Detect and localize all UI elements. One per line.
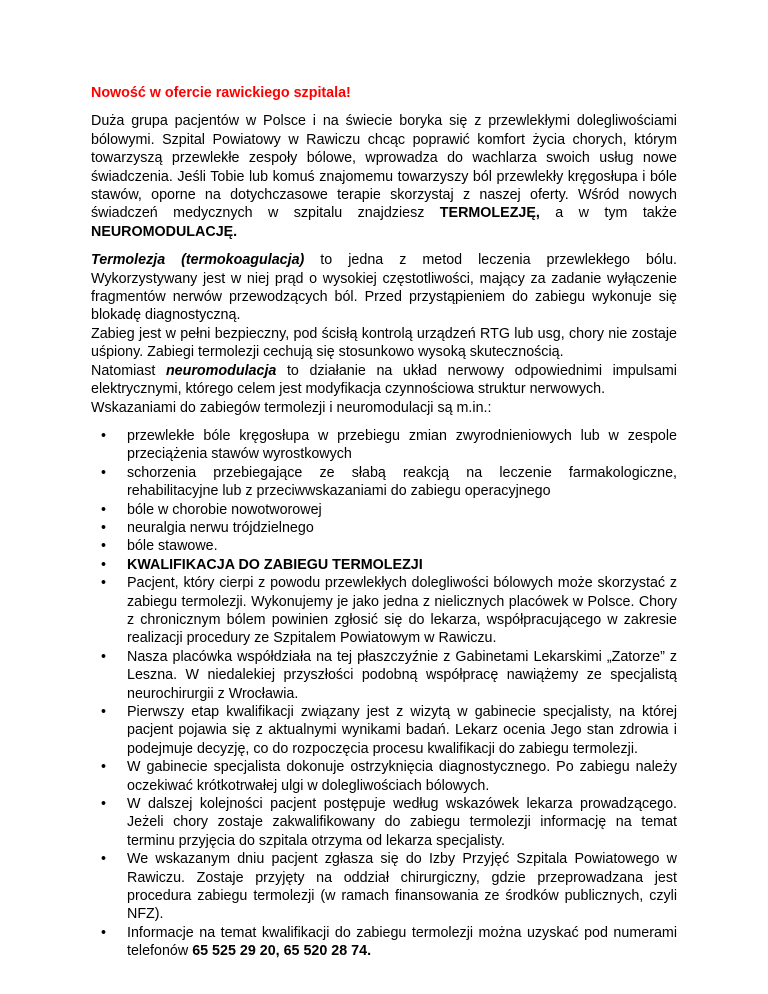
headline: Nowość w ofercie rawickiego szpitala! (91, 85, 351, 101)
indications-list (91, 427, 677, 961)
nm-prefix: Natomiast (91, 362, 166, 379)
list-item-text: Pierwszy etap kwalifikacji związany jest z wizytą w gabinecie specjalisty, na której pacjent pojawia się z aktualnymi wynikami badań. Lekarz ocenia Jego stan zdrowia i podejmuje decyzję, co do rozpoczęcia procesu kwalifikacji do zabiegu termolezji. (127, 704, 677, 757)
list-item (91, 758, 677, 795)
list-item-text: bóle stawowe. (127, 538, 218, 555)
bullet-icon: • (101, 538, 107, 555)
bullet-icon: • (101, 519, 107, 536)
list-item-text: Nasza placówka współdziała na tej płaszczyźnie z Gabinetami Lekarskimi „Zatorze” z Leszna. W niedalekiej przyszłości podobną współpracę nawiążemy ze specjalistą neurochirurgii z Wrocławia. (127, 648, 677, 702)
intro-paragraph (91, 112, 677, 241)
bullet-icon: • (101, 704, 107, 720)
bullet-icon: • (101, 501, 107, 518)
definition-paragraph (91, 251, 677, 325)
list-item (91, 501, 677, 519)
list-item-text: Pacjent, który cierpi z powodu przewlekłych dolegliwości bólowych może skorzystać z zabiegu termolezji. Wykonujemy je jako jedna z nielicznych placówek w Polsce. Chory z chronicznym bólem powinien zgłosić się do lekarza, współpracującego w zakresie realizacji procedury ze Szpitalem Powiatowym w Rawiczu. (127, 575, 677, 647)
list-item (91, 464, 677, 501)
bullet-icon: • (101, 924, 107, 941)
list-item-text: W gabinecie specjalista dokonuje ostrzyknięcia diagnostycznego. Po zabiegu należy oczekiwać krótkotrwałej ulgi w dolegliwościach bólowych. (127, 759, 677, 794)
list-item-text: neuralgia nerwu trójdzielnego (127, 519, 314, 536)
list-item-text: W dalszej kolejności pacjent postępuje według wskazówek lekarza prowadzącego. Jeżeli chory zostaje zakwalifikowany do zabiegu termolezji informację na temat terminu przyjęcia do szpitala otrzyma od lekarza specjalisty. (127, 796, 677, 849)
bullet-icon: • (101, 851, 107, 868)
list-item (91, 537, 677, 555)
contact-phones: 65 525 29 20, 65 520 28 74. (192, 943, 372, 960)
list-item (91, 648, 677, 703)
bullet-icon: • (101, 796, 107, 813)
term-neuromodulacja: neuromodulacja (165, 362, 277, 379)
list-item (91, 924, 677, 961)
list-item (91, 519, 677, 537)
bullet-icon: • (101, 575, 107, 592)
neuromodulation-paragraph (91, 362, 677, 399)
bullet-icon: • (101, 648, 107, 665)
list-item-text: We wskazanym dniu pacjent zgłasza się do Izby Przyjęć Szpitala Powiatowego w Rawiczu. Zostaje przyjęty na oddział chirurgiczny, gdzie przeprowadzana jest procedura zabiegu termolezji (w ramach finansowania ze środków publicznych, czyli NFZ). (127, 851, 677, 923)
list-item-text: bóle w chorobie nowotworowej (127, 501, 322, 518)
indications-line: Wskazaniami do zabiegów termolezji i neuromodulacji są m.in.: (91, 399, 492, 416)
intro-text: Duża grupa pacjentów w Polsce i na świecie boryka się z przewlekłymi dolegliwościami bólowymi. Szpital Powiatowy w Rawiczu chcąc poprawić komfort życia chorych, którym towarzyszą przewlekłe zespoły bólowe, wprowadza do wachlarza swoich usług nowe świadczenia. Jeśli Tobie lub komuś znajomemu towarzyszy ból przewlekły kręgosłupa i bóle stawów, oporne na dotychczasowe terapie skorzystaj z naszej oferty. Wśród nowych świadczeń medycznych w szpitalu znajdziesz (91, 113, 677, 222)
list-item (91, 703, 677, 758)
intro-mid-text: a w tym także (539, 205, 677, 222)
list-item (91, 427, 677, 464)
document (91, 84, 677, 961)
contact-text: Informacje na temat kwalifikacji do zabiegu termolezji można uzyskać pod numerami telefonów (127, 924, 677, 960)
list-item (91, 574, 677, 648)
list-item (91, 795, 677, 850)
bullet-icon: • (101, 464, 107, 481)
list-item (91, 850, 677, 924)
nm-text: to działanie na układ nerwowy odpowiednimi impulsami elektrycznymi, którego celem jest modyfikacja czynnościowa struktur nerwowych. (91, 362, 677, 398)
term-termolezja: Termolezja (termokoagulacja) (91, 252, 305, 269)
intro-bold-neuromodulacja: NEUROMODULACJĘ. (91, 223, 238, 240)
definition-text: to jedna z metod leczenia przewlekłego bólu. Wykorzystywany jest w niej prąd o wysokiej częstotliwości, mający za zadanie wyłączenie fragmentów nerwów przewodzących ból. Przed przystąpieniem do zabiegu wykonuje się blokadę diagnostyczną. (91, 252, 677, 324)
list-item (91, 556, 677, 574)
safety-paragraph: Zabieg jest w pełni bezpieczny, pod ścisłą kontrolą urządzeń RTG lub usg, chory nie zostaje uśpiony. Zabiegi termolezji cechują się stosunkowo wysoką skutecznością. (91, 325, 677, 361)
qualification-heading: KWALIFIKACJA DO ZABIEGU TERMOLEZJI (127, 556, 423, 573)
list-item-text: przewlekłe bóle kręgosłupa w przebiegu zmian zwyrodnieniowych lub w zespole przeciążenia stawów wyrostkowych (127, 427, 677, 463)
bullet-icon: • (101, 427, 107, 444)
bullet-icon: • (101, 759, 107, 776)
intro-bold-termolezja: TERMOLEZJĘ, (439, 205, 540, 222)
bullet-icon: • (101, 556, 107, 573)
list-item-text: schorzenia przebiegające ze słabą reakcją na leczenie farmakologiczne, rehabilitacyjne lub z przeciwwskazaniami do zabiegu operacyjnego (127, 464, 677, 500)
